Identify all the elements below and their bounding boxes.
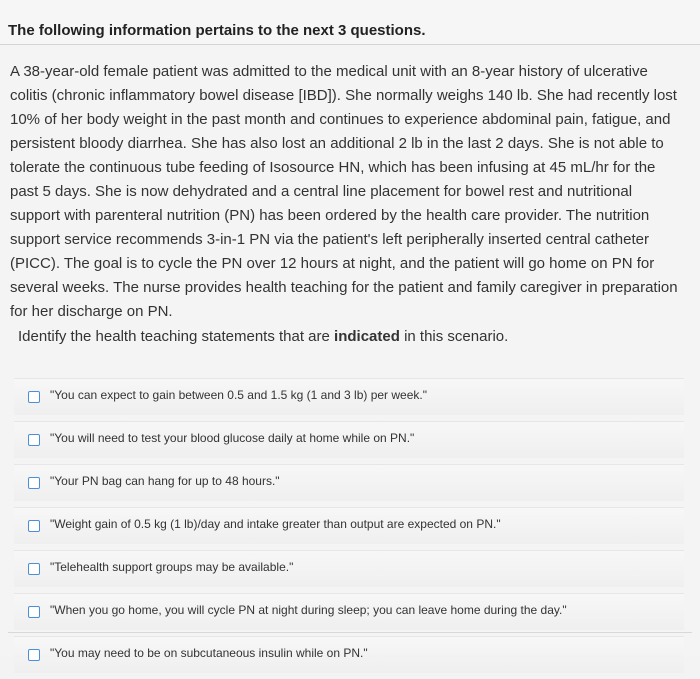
checkbox-7[interactable] [28, 649, 40, 661]
option-label: "You can expect to gain between 0.5 and 1.5 kg (1 and 3 lb) per week." [50, 388, 427, 402]
passage-line: colitis (chronic inflammatory bowel disease [IBD]). She normally weighs 140 lb. She had recently lost [10, 87, 677, 104]
prompt-text-end: in this scenario. [399, 328, 509, 345]
passage-line: support service recommends 3-in-1 PN via the patient's left peripherally inserted central catheter [10, 231, 650, 248]
option-label: "When you go home, you will cycle PN at night during sleep; you can leave home during the day." [50, 603, 567, 617]
passage-line: several weeks. The nurse provides health teaching for the patient and family caregiver in preparation [10, 279, 678, 296]
checkbox-1[interactable] [28, 391, 40, 403]
header-title: The following information pertains to the next 3 questions. [8, 22, 426, 39]
case-passage [10, 60, 690, 324]
passage-line: (PICC). The goal is to cycle the PN over 12 hours at night, and the patient will go home on PN for [10, 255, 655, 272]
option-label: "Weight gain of 0.5 kg (1 lb)/day and intake greater than output are expected on PN." [50, 517, 501, 531]
passage-line: past 5 days. She is now dehydrated and a central line placement for bowel rest and nutritional [10, 183, 633, 200]
checkbox-4[interactable] [28, 520, 40, 532]
answer-option-5[interactable] [14, 550, 684, 587]
question-prompt [18, 328, 508, 345]
passage-line: tolerate the continuous tube feeding of Isosource HN, which has been infusing at 45 mL/hr for the [10, 159, 656, 176]
answer-options [14, 378, 684, 679]
prompt-text-start: Identify the health teaching statements that are [18, 328, 335, 345]
answer-option-4[interactable] [14, 507, 684, 544]
passage-line: A 38-year-old female patient was admitted to the medical unit with an 8-year history of ulcerative [10, 63, 648, 80]
question-header [0, 0, 700, 45]
option-label: "Telehealth support groups may be available." [50, 560, 294, 574]
answer-option-7[interactable] [14, 636, 684, 673]
option-label: "You may need to be on subcutaneous insulin while on PN." [50, 646, 368, 660]
answer-option-3[interactable] [14, 464, 684, 501]
checkbox-6[interactable] [28, 606, 40, 618]
passage-line: support with parenteral nutrition (PN) has been ordered by the health care provider. The nutrition [10, 207, 650, 224]
passage-line: persistent bloody diarrhea. She has also lost an additional 2 lb in the last 2 days. She is not able to [10, 135, 664, 152]
checkbox-5[interactable] [28, 563, 40, 575]
option-label: "You will need to test your blood glucose daily at home while on PN." [50, 431, 415, 445]
checkbox-2[interactable] [28, 434, 40, 446]
answer-option-6[interactable] [14, 593, 684, 630]
passage-line: 10% of her body weight in the past month and continues to experience abdominal pain, fatigue, and [10, 111, 671, 128]
answer-option-2[interactable] [14, 421, 684, 458]
checkbox-3[interactable] [28, 477, 40, 489]
prompt-emphasis: indicated [334, 328, 400, 345]
option-label: "Your PN bag can hang for up to 48 hours." [50, 474, 280, 488]
passage-line: for her discharge on PN. [10, 303, 173, 320]
divider [8, 632, 692, 633]
answer-option-1[interactable] [14, 378, 684, 415]
